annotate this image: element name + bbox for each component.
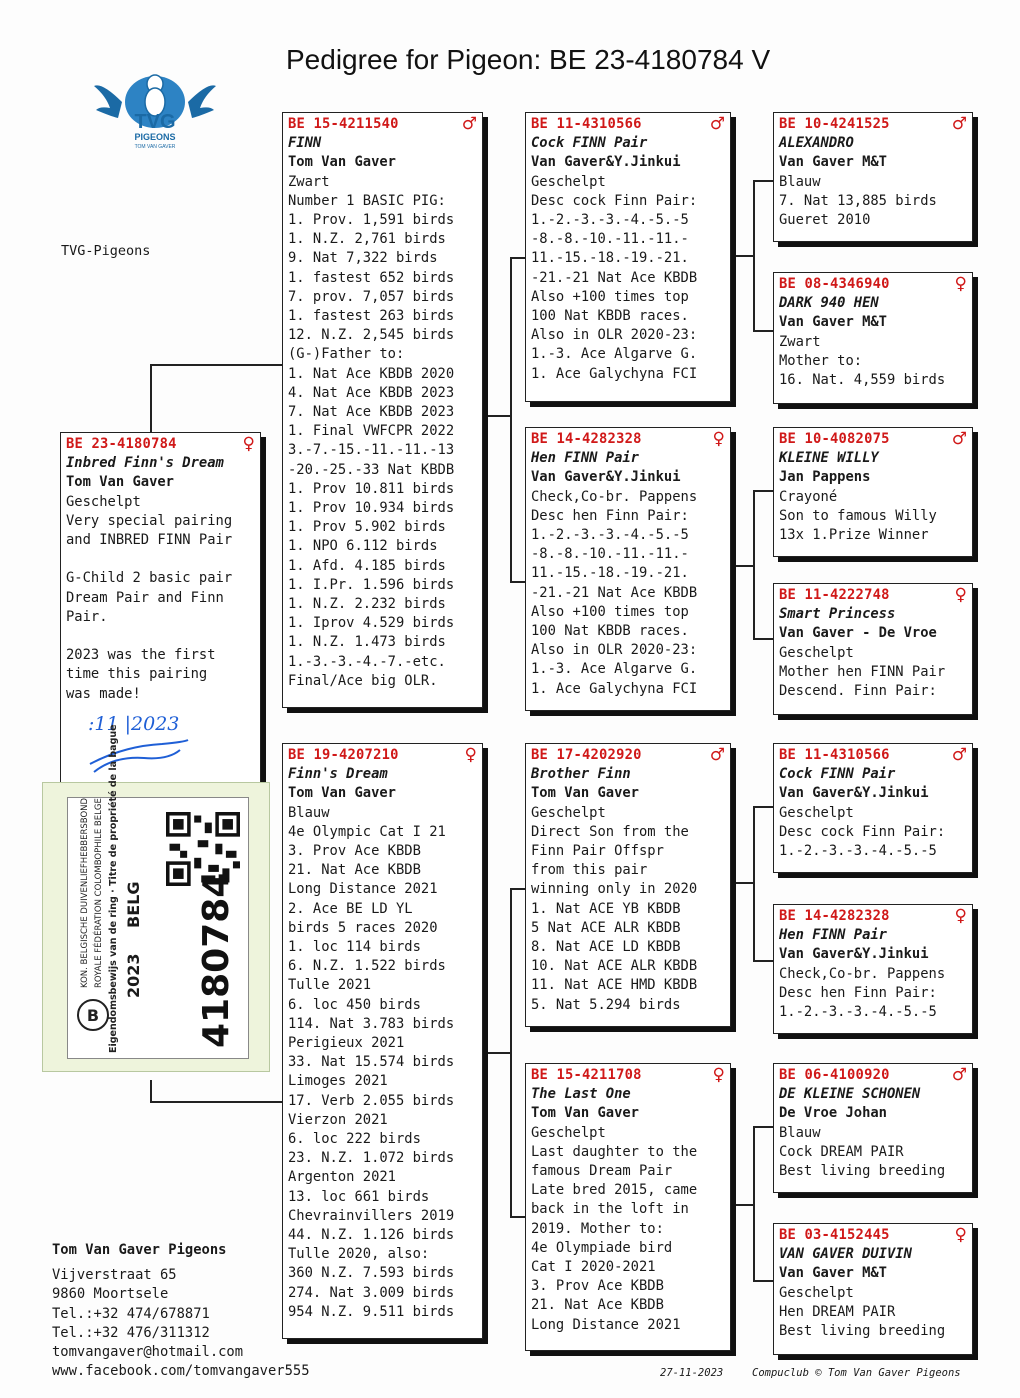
info-line: 11.-15.-18.-19.-21.: [531, 250, 689, 267]
info-line: (G-)Father to:: [288, 346, 405, 363]
info-line: 1.-2.-3.-3.-4.-5.-5: [779, 1004, 937, 1021]
info-line: 7. Nat 13,885 birds: [779, 192, 937, 209]
info-line: Desc cock Finn Pair:: [531, 192, 698, 209]
info-line: back in the loft in: [531, 1201, 689, 1218]
info-line: Zwart: [779, 333, 821, 350]
info-line: Geschelpt: [779, 1284, 854, 1301]
info-line: time this pairing: [66, 666, 208, 683]
pigeon-card-great-grandparent: [773, 583, 973, 715]
info-line: 6. loc 222 birds: [288, 1131, 421, 1148]
connector: [753, 960, 773, 962]
info-line: 21. Nat Ace KBDB: [288, 862, 421, 879]
sex-icon: ♀: [712, 1065, 725, 1085]
address-line-1: Vijverstraat 65: [52, 1267, 177, 1284]
info-line: 9. Nat 7,322 birds: [288, 250, 438, 267]
info-line: Argenton 2021: [288, 1169, 396, 1186]
pigeon-name: DARK 940 HEN: [779, 295, 879, 312]
info-line: 1. Nat ACE YB KBDB: [531, 900, 681, 917]
page-title: Pedigree for Pigeon: BE 23-4180784 V: [286, 44, 771, 75]
info-line: 13x 1.Prize Winner: [779, 527, 929, 544]
info-line: 11. Nat ACE HMD KBDB: [531, 977, 698, 994]
info-line: Hen DREAM PAIR: [779, 1303, 896, 1320]
ring-number: BE 19-4207210: [288, 747, 399, 763]
info-line: Limoges 2021: [288, 1073, 388, 1090]
ring-card-text-1: KON. BELGISCHE DUIVENLIEFHEBBERSBOND: [80, 797, 90, 988]
connector: [753, 330, 773, 332]
info-line: Desc cock Finn Pair:: [779, 823, 946, 840]
connector: [150, 1101, 283, 1103]
info-line: -8.-8.-10.-11.-11.-: [531, 546, 689, 563]
info-line: Also +100 times top: [531, 288, 689, 305]
info-line: 6. loc 450 birds: [288, 996, 421, 1013]
info-line: 1. Iprov 4.529 birds: [288, 615, 455, 632]
pigeon-name: Hen FINN Pair: [779, 927, 887, 944]
pigeon-card-dam: [282, 743, 483, 1339]
breeder-name: Tom Van Gaver: [66, 474, 174, 491]
info-line: Finn Pair Offspr: [531, 843, 664, 860]
pigeon-name: Cock FINN Pair: [531, 135, 648, 152]
info-line: 21. Nat Ace KBDB: [531, 1297, 664, 1314]
info-line: 274. Nat 3.009 birds: [288, 1284, 455, 1301]
info-line: Descend. Finn Pair:: [779, 683, 937, 700]
pigeon-card-great-grandparent: [773, 272, 973, 404]
info-line: 5. Nat 5.294 birds: [531, 996, 681, 1013]
info-line: 100 Nat KBDB races.: [531, 623, 689, 640]
info-line: Vierzon 2021: [288, 1111, 388, 1128]
connector: [731, 882, 755, 884]
sex-icon: ♀: [712, 429, 725, 449]
info-line: 3.-7.-15.-11.-11.-13: [288, 442, 455, 459]
ring-number: BE 15-4211540: [288, 116, 399, 132]
connector: [150, 364, 152, 434]
info-line: [66, 627, 255, 646]
info-line: Geschelpt: [531, 173, 606, 190]
info-line: 1. NPO 6.112 birds: [288, 538, 438, 555]
pigeon-name: KLEINE WILLY: [779, 450, 879, 467]
connector: [753, 806, 755, 962]
info-line: 114. Nat 3.783 birds: [288, 1015, 455, 1032]
info-line: 4. Nat Ace KBDB 2023: [288, 384, 455, 401]
sex-icon: ♂: [951, 429, 967, 449]
info-line: 1. Prov 10.934 birds: [288, 500, 455, 517]
breeder-name: Tom Van Gaver: [531, 785, 639, 802]
handwritten-signature: [84, 706, 194, 780]
breeder-name: De Vroe Johan: [779, 1105, 887, 1122]
info-line: -21.-21 Nat Ace KBDB: [531, 584, 698, 601]
info-line: from this pair: [531, 862, 648, 879]
info-line: Mother to:: [779, 352, 863, 369]
breeder-name: Van Gaver M&T: [779, 1265, 887, 1282]
info-line: Tulle 2021: [288, 977, 372, 994]
info-line: birds 5 races 2020: [288, 919, 438, 936]
info-line: 1.-3.-3.-4.-7.-etc.: [288, 653, 446, 670]
connector: [510, 257, 525, 259]
info-line: 1.-2.-3.-3.-4.-5.-5: [531, 527, 689, 544]
info-line: and INBRED FINN Pair: [66, 532, 233, 549]
sex-icon: ♂: [951, 1065, 967, 1085]
pigeon-card-grandparent: [525, 427, 731, 711]
info-line: -20.-25.-33 Nat KBDB: [288, 461, 455, 478]
info-line: -21.-21 Nat Ace KBDB: [531, 269, 698, 286]
info-line: was made!: [66, 685, 141, 702]
info-line: 1. Final VWFCPR 2022: [288, 423, 455, 440]
breeder-name: Van Gaver M&T: [779, 314, 887, 331]
info-line: Blauw: [288, 804, 330, 821]
connector: [510, 1216, 525, 1218]
phone-1: Tel.:+32 474/678871: [52, 1305, 210, 1322]
ring-number-large: 4180784: [196, 872, 237, 1048]
info-line: Number 1 BASIC PIG:: [288, 192, 446, 209]
breeder-name: Van Gaver&Y.Jinkui: [531, 154, 681, 171]
ring-number: BE 11-4310566: [531, 116, 642, 132]
connector: [753, 490, 773, 492]
phone-2: Tel.:+32 476/311312: [52, 1324, 210, 1341]
info-line: 3. Prov Ace KBDB: [531, 1278, 664, 1295]
svg-text:B: B: [86, 1006, 100, 1025]
pigeon-card-grandparent: [525, 1063, 731, 1351]
breeder-business-name: Tom Van Gaver Pigeons: [52, 1242, 227, 1258]
info-line: 2023 was the first: [66, 647, 216, 664]
info-line: Best living breeding: [779, 1163, 946, 1180]
breeder-name: Tom Van Gaver: [288, 154, 396, 171]
info-line: Long Distance 2021: [288, 881, 438, 898]
pigeon-name: VAN GAVER DUIVIN: [779, 1246, 912, 1263]
info-line: Direct Son from the: [531, 823, 689, 840]
info-line: 1. fastest 652 birds: [288, 269, 455, 286]
info-line: 1. N.Z. 2.232 birds: [288, 596, 446, 613]
sex-icon: ♀: [954, 1225, 967, 1245]
info-line: 4e Olympiade bird: [531, 1239, 673, 1256]
breeder-name: Tom Van Gaver: [288, 785, 396, 802]
ring-card-text-2: ROYALE FÉDÉRATION COLOMBOPHILE BELGE: [94, 798, 104, 988]
connector: [753, 1126, 773, 1128]
address-line-2: 9860 Moortsele: [52, 1286, 169, 1303]
pigeon-name: Inbred Finn's Dream: [66, 455, 224, 472]
info-line: 8. Nat ACE LD KBDB: [531, 939, 681, 956]
info-line: 1. Prov 5.902 birds: [288, 519, 446, 536]
connector: [753, 806, 773, 808]
ring-number: BE 14-4282328: [779, 908, 890, 924]
connector: [150, 364, 283, 366]
breeder-name: Jan Pappens: [779, 469, 871, 486]
info-line: 360 N.Z. 7.593 birds: [288, 1265, 455, 1282]
info-line: 1.-2.-3.-3.-4.-5.-5: [531, 212, 689, 229]
info-line: Geschelpt: [779, 804, 854, 821]
info-line: -8.-8.-10.-11.-11.-: [531, 231, 689, 248]
info-line: 1. N.Z. 2,761 birds: [288, 231, 446, 248]
info-line: Also in OLR 2020-23:: [531, 642, 698, 659]
logo-tag: TOM VAN GAVER: [134, 144, 176, 150]
sex-icon: ♂: [461, 114, 477, 134]
pigeon-card-great-grandparent: [773, 743, 973, 873]
info-line: 2019. Mother to:: [531, 1220, 664, 1237]
info-line: Very special pairing: [66, 512, 233, 529]
sex-icon: ♀: [464, 745, 477, 765]
sex-icon: ♀: [242, 434, 255, 454]
pigeon-name: Brother Finn: [531, 766, 631, 783]
info-line: 1. Ace Galychyna FCI: [531, 365, 698, 382]
info-line: Mother hen FINN Pair: [779, 663, 946, 680]
info-line: 16. Nat. 4,559 birds: [779, 372, 946, 389]
info-line: 1.-2.-3.-3.-4.-5.-5: [779, 843, 937, 860]
ring-number: BE 06-4100920: [779, 1067, 890, 1083]
info-line: 1. Ace Galychyna FCI: [531, 680, 698, 697]
signature-date: :11 |2023: [88, 713, 180, 735]
pigeon-card-great-grandparent: [773, 427, 973, 557]
info-line: 1. N.Z. 1.473 birds: [288, 634, 446, 651]
info-line: Dream Pair and Finn: [66, 589, 224, 606]
info-line: [66, 550, 255, 569]
info-line: Blauw: [779, 1124, 821, 1141]
info-line: 6. N.Z. 1.522 birds: [288, 958, 446, 975]
pigeon-card-great-grandparent: [773, 112, 973, 242]
connector: [483, 1052, 512, 1054]
federation-emblem-icon: [76, 998, 110, 1032]
sex-icon: ♂: [709, 114, 725, 134]
info-line: Blauw: [779, 173, 821, 190]
info-line: Late bred 2015, came: [531, 1182, 698, 1199]
info-line: Also in OLR 2020-23:: [531, 327, 698, 344]
info-line: Also +100 times top: [531, 603, 689, 620]
copyright: Compuclub © Tom Van Gaver Pigeons: [752, 1367, 961, 1379]
breeder-name: Van Gaver&Y.Jinkui: [779, 785, 929, 802]
info-line: 1.-3. Ace Algarve G.: [531, 661, 698, 678]
breeder-name: Van Gaver M&T: [779, 154, 887, 171]
ring-number: BE 08-4346940: [779, 276, 890, 292]
ring-number: BE 10-4082075: [779, 431, 890, 447]
connector: [150, 1080, 152, 1102]
info-line: 1. fastest 263 birds: [288, 308, 455, 325]
breeder-name: Tom Van Gaver: [531, 1105, 639, 1122]
pigeon-name: Smart Princess: [779, 606, 896, 623]
info-line: 33. Nat 15.574 birds: [288, 1054, 455, 1071]
info-line: Geschelpt: [531, 804, 606, 821]
connector: [731, 1204, 755, 1206]
info-line: Geschelpt: [66, 493, 141, 510]
ring-country: BELG: [124, 881, 143, 928]
info-line: 7. prov. 7,057 birds: [288, 288, 455, 305]
pigeon-name: FINN: [288, 135, 322, 152]
ring-number: BE 03-4152445: [779, 1227, 890, 1243]
connector: [731, 255, 755, 257]
connector: [731, 565, 755, 567]
info-line: 13. loc 661 birds: [288, 1188, 430, 1205]
info-line: Tulle 2020, also:: [288, 1246, 430, 1263]
sex-icon: ♀: [954, 585, 967, 605]
info-line: 1.-3. Ace Algarve G.: [531, 346, 698, 363]
connector: [753, 180, 773, 182]
ring-number: BE 10-4241525: [779, 116, 890, 132]
info-line: Gueret 2010: [779, 212, 871, 229]
connector: [753, 1280, 773, 1282]
info-line: 1. loc 114 birds: [288, 939, 421, 956]
ring-number: BE 15-4211708: [531, 1067, 642, 1083]
info-line: 5 Nat ACE ALR KBDB: [531, 919, 681, 936]
info-line: Son to famous Willy: [779, 507, 937, 524]
info-line: Pair.: [66, 608, 108, 625]
ring-number: BE 11-4222748: [779, 587, 890, 603]
info-line: Check,Co-br. Pappens: [779, 965, 946, 982]
owner-tag: TVG-Pigeons: [61, 243, 151, 259]
pigeon-card-grandparent: [525, 743, 731, 1027]
ring-year: 2023: [124, 953, 143, 998]
sex-icon: ♂: [709, 745, 725, 765]
pigeon-card-sire: [282, 112, 483, 708]
pigeon-name: The Last One: [531, 1086, 631, 1103]
connector: [510, 257, 512, 583]
info-line: Final/Ace big OLR.: [288, 672, 438, 689]
tvg-pigeons-logo: [92, 62, 218, 158]
pigeon-card-great-grandparent: [773, 1063, 973, 1193]
info-line: Cock DREAM PAIR: [779, 1143, 904, 1160]
info-line: Geschelpt: [779, 644, 854, 661]
info-line: Zwart: [288, 173, 330, 190]
info-line: winning only in 2020: [531, 881, 698, 898]
connector: [510, 581, 525, 583]
info-line: Crayoné: [779, 488, 838, 505]
info-line: 23. N.Z. 1.072 birds: [288, 1150, 455, 1167]
connector: [510, 888, 525, 890]
info-line: 10. Nat ACE ALR KBDB: [531, 958, 698, 975]
pigeon-name: DE KLEINE SCHONEN: [779, 1086, 921, 1103]
email: tomvangaver@hotmail.com: [52, 1344, 244, 1361]
ring-number: BE 14-4282328: [531, 431, 642, 447]
info-line: 44. N.Z. 1.126 birds: [288, 1227, 455, 1244]
info-line: 12. N.Z. 2,545 birds: [288, 327, 455, 344]
info-line: 1. Prov 10.811 birds: [288, 480, 455, 497]
info-line: 100 Nat KBDB races.: [531, 308, 689, 325]
info-line: Long Distance 2021: [531, 1316, 681, 1333]
info-line: Perigieux 2021: [288, 1035, 405, 1052]
info-line: Check,Co-br. Pappens: [531, 488, 698, 505]
pigeon-card-great-grandparent: [773, 904, 973, 1034]
info-line: famous Dream Pair: [531, 1163, 673, 1180]
print-date: 27-11-2023: [660, 1367, 724, 1379]
connector: [483, 415, 512, 417]
info-line: Best living breeding: [779, 1323, 946, 1340]
logo-name: TVG: [134, 111, 176, 133]
info-line: 1. Nat Ace KBDB 2020: [288, 365, 455, 382]
info-line: 4e Olympic Cat I 21: [288, 823, 446, 840]
connector: [753, 638, 773, 640]
pigeon-name: Hen FINN Pair: [531, 450, 639, 467]
pigeon-name: Cock FINN Pair: [779, 766, 896, 783]
logo-sub: PIGEONS: [134, 132, 176, 142]
sex-icon: ♂: [951, 114, 967, 134]
sex-icon: ♀: [954, 906, 967, 926]
info-line: Desc hen Finn Pair:: [531, 507, 689, 524]
info-line: 2. Ace BE LD YL: [288, 900, 413, 917]
ring-number: BE 23-4180784: [66, 436, 177, 452]
website: www.facebook.com/tomvangaver555: [52, 1363, 310, 1380]
info-line: 1. I.Pr. 1.596 birds: [288, 576, 455, 593]
sex-icon: ♀: [954, 274, 967, 294]
info-line: 1. Prov. 1,591 birds: [288, 212, 455, 229]
info-line: 17. Verb 2.055 birds: [288, 1092, 455, 1109]
info-line: Chevrainvillers 2019: [288, 1207, 455, 1224]
info-line: Last daughter to the: [531, 1143, 698, 1160]
pigeon-card-great-grandparent: [773, 1223, 973, 1355]
info-line: G-Child 2 basic pair: [66, 570, 233, 587]
breeder-contact: [52, 1241, 310, 1381]
ring-card-text-3: Eigendomsbewijs van de ring · Titre de propriété de la bague: [108, 724, 119, 1053]
info-line: 954 N.Z. 9.511 birds: [288, 1303, 455, 1320]
info-line: Geschelpt: [531, 1124, 606, 1141]
sex-icon: ♂: [951, 745, 967, 765]
info-line: 7. Nat Ace KBDB 2023: [288, 404, 455, 421]
breeder-name: Van Gaver - De Vroe: [779, 625, 937, 642]
pigeon-card-grandparent: [525, 112, 731, 402]
info-line: 3. Prov Ace KBDB: [288, 843, 421, 860]
pigeon-name: ALEXANDRO: [779, 135, 854, 152]
info-line: 1. Afd. 4.185 birds: [288, 557, 446, 574]
breeder-name: Van Gaver&Y.Jinkui: [531, 469, 681, 486]
ring-number: BE 11-4310566: [779, 747, 890, 763]
breeder-name: Van Gaver&Y.Jinkui: [779, 946, 929, 963]
info-line: 11.-15.-18.-19.-21.: [531, 565, 689, 582]
info-line: Cat I 2020-2021: [531, 1259, 656, 1276]
info-line: Desc hen Finn Pair:: [779, 984, 937, 1001]
ring-number: BE 17-4202920: [531, 747, 642, 763]
pigeon-name: Finn's Dream: [288, 766, 388, 783]
